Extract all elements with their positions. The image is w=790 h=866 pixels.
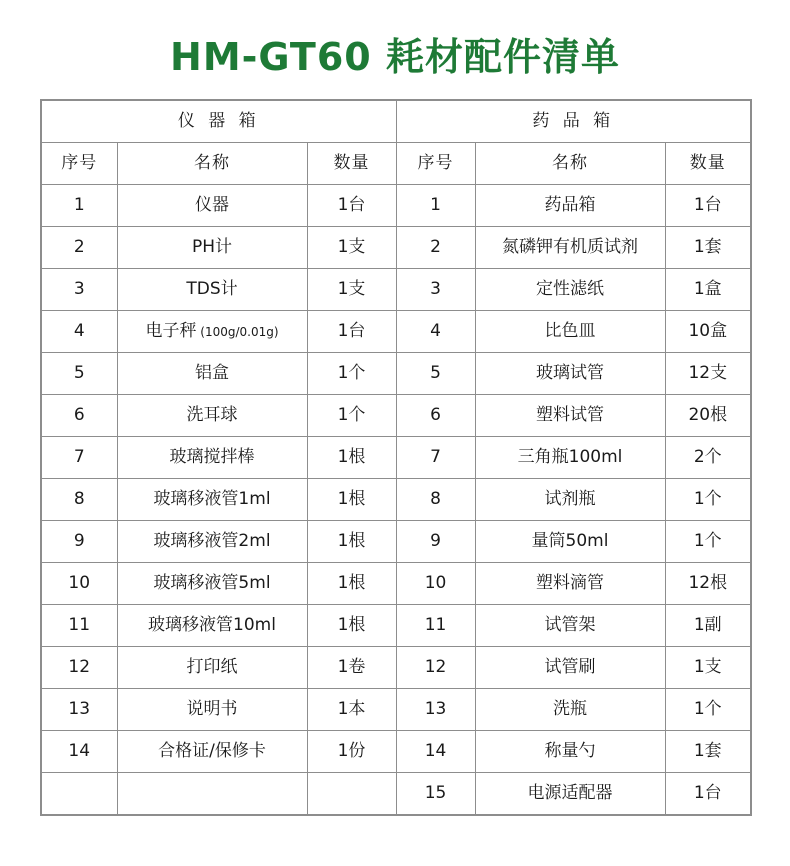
table-row (41, 647, 751, 689)
cell-index-reagent: 6 (396, 395, 475, 437)
cell-qty-instrument: 1份 (307, 731, 396, 773)
cell-qty-reagent: 1副 (665, 605, 751, 647)
cell-qty-reagent: 1个 (665, 479, 751, 521)
cell-name-instrument: 洗耳球 (117, 395, 307, 437)
cell-index-reagent: 3 (396, 269, 475, 311)
table-row (41, 311, 751, 353)
cell-name-instrument: 打印纸 (117, 647, 307, 689)
cell-qty-reagent: 1支 (665, 647, 751, 689)
cell-index-reagent: 4 (396, 311, 475, 353)
cell-name-reagent: 玻璃试管 (475, 353, 665, 395)
cell-qty-reagent: 1盒 (665, 269, 751, 311)
group-header-instrument: 仪 器 箱 (41, 100, 396, 143)
cell-index-reagent: 15 (396, 773, 475, 816)
cell-index-instrument-empty (41, 773, 117, 816)
table-row (41, 689, 751, 731)
cell-name-reagent: 量筒50ml (475, 521, 665, 563)
cell-name-instrument: 电子秤 (100g/0.01g) (117, 311, 307, 353)
col-header-name-right: 名称 (475, 143, 665, 185)
cell-index-reagent: 8 (396, 479, 475, 521)
cell-index-instrument: 9 (41, 521, 117, 563)
cell-index-reagent: 10 (396, 563, 475, 605)
cell-index-instrument: 1 (41, 185, 117, 227)
cell-index-instrument: 13 (41, 689, 117, 731)
col-header-index-left: 序号 (41, 143, 117, 185)
cell-qty-instrument: 1根 (307, 437, 396, 479)
cell-index-instrument: 11 (41, 605, 117, 647)
page-title: HM-GT60 耗材配件清单 (170, 35, 620, 79)
table-body (41, 100, 751, 815)
cell-index-reagent: 7 (396, 437, 475, 479)
cell-name-instrument: 仪器 (117, 185, 307, 227)
group-header-reagent: 药 品 箱 (396, 100, 751, 143)
cell-qty-instrument-empty (307, 773, 396, 816)
column-header-row (41, 143, 751, 185)
cell-qty-instrument: 1台 (307, 185, 396, 227)
cell-name-reagent: 试管架 (475, 605, 665, 647)
cell-index-instrument: 12 (41, 647, 117, 689)
cell-name-reagent: 氮磷钾有机质试剂 (475, 227, 665, 269)
cell-name-reagent: 试管刷 (475, 647, 665, 689)
cell-name-instrument: 合格证/保修卡 (117, 731, 307, 773)
cell-name-instrument: PH计 (117, 227, 307, 269)
cell-qty-instrument: 1台 (307, 311, 396, 353)
cell-qty-reagent: 1台 (665, 773, 751, 816)
cell-name-reagent: 药品箱 (475, 185, 665, 227)
cell-index-instrument: 5 (41, 353, 117, 395)
cell-qty-reagent: 12支 (665, 353, 751, 395)
cell-name-reagent: 塑料试管 (475, 395, 665, 437)
cell-qty-reagent: 1台 (665, 185, 751, 227)
cell-qty-reagent: 1套 (665, 227, 751, 269)
col-header-qty-right: 数量 (665, 143, 751, 185)
cell-qty-instrument: 1根 (307, 521, 396, 563)
cell-index-reagent: 9 (396, 521, 475, 563)
col-header-name-left: 名称 (117, 143, 307, 185)
table-row (41, 479, 751, 521)
cell-index-instrument: 10 (41, 563, 117, 605)
cell-index-reagent: 11 (396, 605, 475, 647)
table-container (0, 99, 790, 816)
table-row (41, 227, 751, 269)
table-row (41, 437, 751, 479)
cell-index-instrument: 6 (41, 395, 117, 437)
cell-index-reagent: 13 (396, 689, 475, 731)
table-row (41, 269, 751, 311)
cell-qty-reagent: 1个 (665, 521, 751, 563)
cell-index-reagent: 14 (396, 731, 475, 773)
table-row (41, 395, 751, 437)
group-header-row (41, 100, 751, 143)
table-row (41, 521, 751, 563)
cell-name-reagent: 塑料滴管 (475, 563, 665, 605)
cell-qty-instrument: 1卷 (307, 647, 396, 689)
cell-name-instrument: 玻璃移液管5ml (117, 563, 307, 605)
table-row (41, 731, 751, 773)
cell-qty-reagent: 1个 (665, 689, 751, 731)
cell-name-reagent: 洗瓶 (475, 689, 665, 731)
cell-index-reagent: 2 (396, 227, 475, 269)
cell-name-instrument: 玻璃搅拌棒 (117, 437, 307, 479)
cell-name-reagent: 电源适配器 (475, 773, 665, 816)
cell-index-instrument: 14 (41, 731, 117, 773)
cell-name-instrument: 铝盒 (117, 353, 307, 395)
cell-qty-reagent: 10盒 (665, 311, 751, 353)
cell-index-instrument: 8 (41, 479, 117, 521)
cell-index-instrument: 4 (41, 311, 117, 353)
col-header-index-right: 序号 (396, 143, 475, 185)
cell-qty-reagent: 12根 (665, 563, 751, 605)
cell-qty-instrument: 1本 (307, 689, 396, 731)
cell-qty-instrument: 1根 (307, 479, 396, 521)
cell-index-instrument: 2 (41, 227, 117, 269)
cell-name-instrument-empty (117, 773, 307, 816)
cell-name-instrument: 玻璃移液管1ml (117, 479, 307, 521)
cell-index-reagent: 5 (396, 353, 475, 395)
cell-name-reagent: 定性滤纸 (475, 269, 665, 311)
col-header-qty-left: 数量 (307, 143, 396, 185)
table-row (41, 605, 751, 647)
cell-qty-reagent: 20根 (665, 395, 751, 437)
table-row (41, 773, 751, 816)
cell-name-instrument: 玻璃移液管10ml (117, 605, 307, 647)
cell-qty-instrument: 1支 (307, 269, 396, 311)
cell-qty-reagent: 1套 (665, 731, 751, 773)
table-row (41, 563, 751, 605)
cell-qty-instrument: 1个 (307, 395, 396, 437)
cell-name-reagent: 试剂瓶 (475, 479, 665, 521)
table-row (41, 353, 751, 395)
cell-qty-instrument: 1根 (307, 605, 396, 647)
cell-qty-instrument: 1个 (307, 353, 396, 395)
cell-name-instrument-note: (100g/0.01g) (196, 324, 279, 339)
cell-name-reagent: 三角瓶100ml (475, 437, 665, 479)
cell-index-instrument: 7 (41, 437, 117, 479)
cell-name-reagent: 称量勺 (475, 731, 665, 773)
cell-qty-instrument: 1根 (307, 563, 396, 605)
cell-name-reagent: 比色皿 (475, 311, 665, 353)
cell-index-reagent: 12 (396, 647, 475, 689)
parts-list-table (40, 99, 752, 816)
cell-name-instrument: 说明书 (117, 689, 307, 731)
cell-name-instrument: TDS计 (117, 269, 307, 311)
cell-name-instrument: 玻璃移液管2ml (117, 521, 307, 563)
cell-index-instrument: 3 (41, 269, 117, 311)
cell-qty-reagent: 2个 (665, 437, 751, 479)
table-row (41, 185, 751, 227)
cell-qty-instrument: 1支 (307, 227, 396, 269)
cell-index-reagent: 1 (396, 185, 475, 227)
